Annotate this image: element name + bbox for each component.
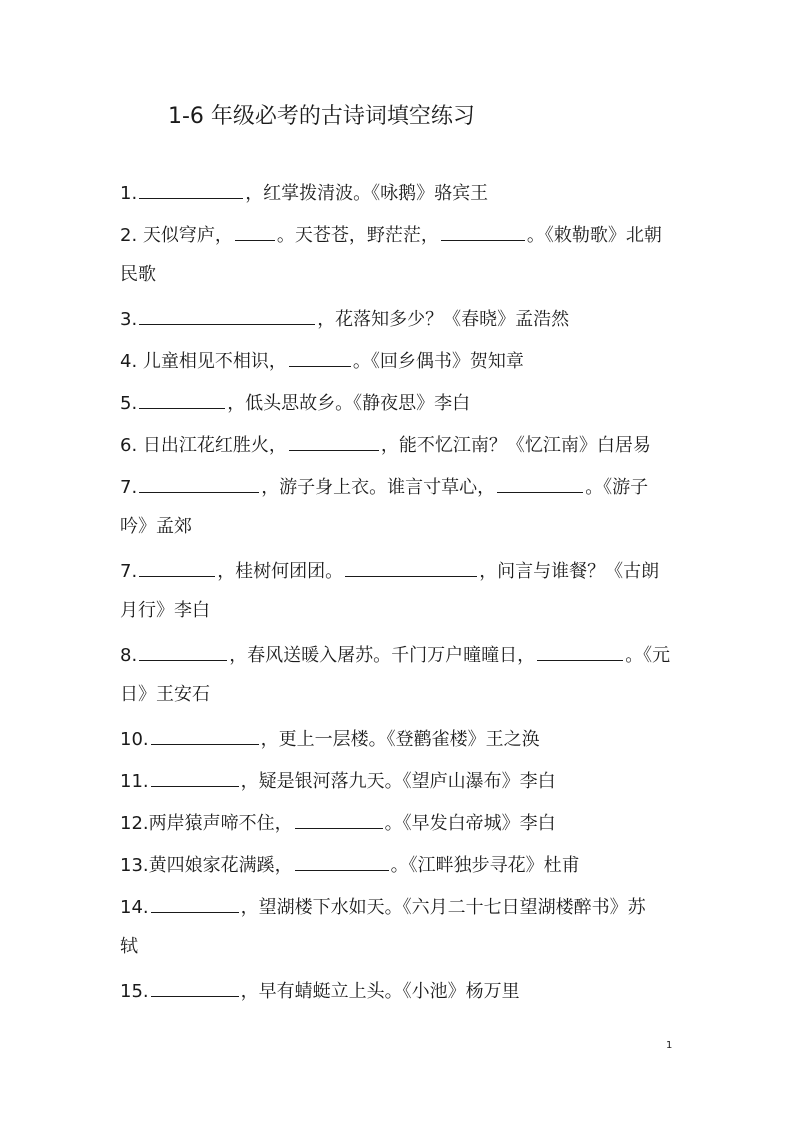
line-text: ，游子身上衣。谁言寸草心， xyxy=(261,477,496,498)
answer-blank[interactable] xyxy=(345,556,477,577)
answer-blank[interactable] xyxy=(151,766,239,787)
line-text: 11. xyxy=(120,771,149,792)
exercise-line xyxy=(120,598,210,624)
line-text: ，疑是银河落九天。《望庐山瀑布》李白 xyxy=(240,771,556,792)
exercise-line xyxy=(120,472,648,501)
exercise-line xyxy=(120,556,659,585)
exercise-line xyxy=(120,640,670,669)
line-text: 12.两岸猿声啼不住， xyxy=(120,813,293,834)
exercise-line xyxy=(120,220,662,249)
line-text: 。《回乡偶书》贺知章 xyxy=(352,351,524,372)
answer-blank[interactable] xyxy=(289,430,379,451)
answer-blank[interactable] xyxy=(139,388,225,409)
answer-blank[interactable] xyxy=(537,640,623,661)
line-text: 7. xyxy=(120,561,138,582)
line-text: 。《元 xyxy=(625,645,671,666)
line-text: 。天苍苍，野茫茫， xyxy=(276,225,439,246)
line-text: 轼 xyxy=(120,936,138,957)
exercise-line xyxy=(120,304,569,333)
page-title: 1-6 年级必考的古诗词填空练习 xyxy=(168,104,475,129)
line-text: 13.黄四娘家花满蹊， xyxy=(120,855,293,876)
exercise-line xyxy=(120,808,556,837)
line-text: ，望湖楼下水如天。《六月二十七日望湖楼醉书》苏 xyxy=(240,897,646,918)
line-text: 10. xyxy=(120,729,149,750)
exercise-line xyxy=(120,724,540,753)
answer-blank[interactable] xyxy=(295,850,389,871)
line-text: 2. 天似穹庐， xyxy=(120,225,233,246)
answer-blank[interactable] xyxy=(295,808,383,829)
line-text: 1. xyxy=(120,183,138,204)
exercise-line xyxy=(120,262,156,288)
line-text: 。《江畔独步寻花》杜甫 xyxy=(390,855,580,876)
exercise-line xyxy=(120,934,138,960)
exercise-line xyxy=(120,388,470,417)
line-text: 日》王安石 xyxy=(120,684,210,705)
answer-blank[interactable] xyxy=(139,178,243,199)
line-text: 月行》李白 xyxy=(120,600,210,621)
line-text: 。《游子 xyxy=(585,477,649,498)
line-text: ，能不忆江南？《忆江南》白居易 xyxy=(380,435,651,456)
line-text: ，低头思故乡。《静夜思》李白 xyxy=(227,393,471,414)
answer-blank[interactable] xyxy=(139,472,259,493)
answer-blank[interactable] xyxy=(151,892,239,913)
exercise-line xyxy=(120,430,651,459)
exercise-line xyxy=(120,766,556,795)
answer-blank[interactable] xyxy=(139,556,215,577)
exercise-line xyxy=(120,178,488,207)
exercise-line xyxy=(120,892,646,921)
line-text: 3. xyxy=(120,309,138,330)
line-text: 7. xyxy=(120,477,138,498)
answer-blank[interactable] xyxy=(289,346,351,367)
line-text: ，更上一层楼。《登鹳雀楼》王之涣 xyxy=(260,729,540,750)
answer-blank[interactable] xyxy=(151,976,239,997)
answer-blank[interactable] xyxy=(235,220,275,241)
answer-blank[interactable] xyxy=(151,724,259,745)
line-text: 15. xyxy=(120,981,149,1002)
line-text: 5. xyxy=(120,393,138,414)
line-text: 4. 儿童相见不相识， xyxy=(120,351,287,372)
exercise-line xyxy=(120,850,580,879)
answer-blank[interactable] xyxy=(139,304,315,325)
line-text: ，桂树何团团。 xyxy=(217,561,344,582)
line-text: ，花落知多少？《春晓》孟浩然 xyxy=(317,309,570,330)
line-text: 吟》孟郊 xyxy=(120,516,192,537)
exercise-line xyxy=(120,976,520,1005)
line-text: 。《敕勒歌》北朝 xyxy=(526,225,662,246)
answer-blank[interactable] xyxy=(441,220,525,241)
line-text: 。《早发白帝城》李白 xyxy=(384,813,556,834)
answer-blank[interactable] xyxy=(497,472,583,493)
line-text: 民歌 xyxy=(120,264,156,285)
line-text: ，红掌拨清波。《咏鹅》骆宾王 xyxy=(245,183,489,204)
page-number: 1 xyxy=(666,1040,673,1051)
line-text: ，早有蜻蜓立上头。《小池》杨万里 xyxy=(240,981,520,1002)
line-text: 14. xyxy=(120,897,149,918)
exercise-line xyxy=(120,346,524,375)
line-text: 8. xyxy=(120,645,138,666)
line-text: 6. 日出江花红胜火， xyxy=(120,435,287,456)
line-text: ，春风送暖入屠苏。千门万户曈曈日， xyxy=(229,645,536,666)
exercise-line xyxy=(120,514,192,540)
answer-blank[interactable] xyxy=(139,640,227,661)
line-text: ，问言与谁餐？《古朗 xyxy=(479,561,660,582)
exercise-line xyxy=(120,682,210,708)
